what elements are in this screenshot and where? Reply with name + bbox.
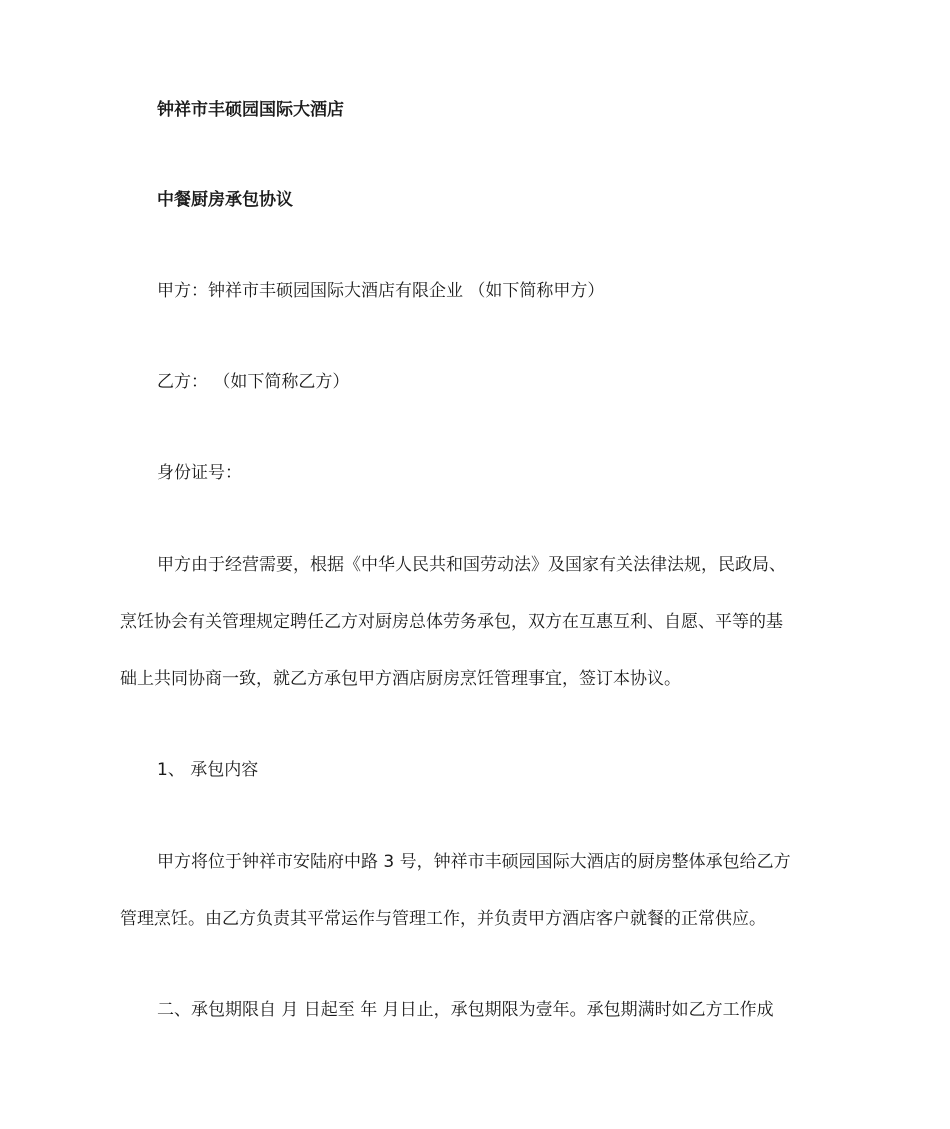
- section-1-paragraph-line: 管理烹饪。由乙方负责其平常运作与管理工作，并负责甲方酒店客户就餐的正常供应。: [120, 909, 766, 929]
- intro-paragraph-line: 烹饪协会有关管理规定聘任乙方对厨房总体劳务承包，双方在互惠互利、自愿、平等的基: [120, 612, 783, 632]
- company-heading: 钟祥市丰硕园国际大酒店: [157, 100, 344, 120]
- id-number-label: 身份证号：: [157, 463, 242, 483]
- section-2-first-line: 二、承包期限自 月 日起至 年 月日止，承包期限为壹年。承包期满时如乙方工作成: [157, 1000, 774, 1020]
- section-1-heading: 1、 承包内容: [157, 760, 259, 780]
- section-1-paragraph-line: 甲方将位于钟祥市安陆府中路 3 号，钟祥市丰硕园国际大酒店的厨房整体承包给乙方: [157, 852, 791, 872]
- party-b-line: 乙方： （如下简称乙方）: [157, 372, 350, 392]
- party-a-line: 甲方：钟祥市丰硕园国际大酒店有限企业 （如下简称甲方）: [157, 281, 605, 301]
- agreement-title: 中餐厨房承包协议: [157, 190, 293, 210]
- intro-paragraph-line: 础上共同协商一致，就乙方承包甲方酒店厨房烹饪管理事宜，签订本协议。: [120, 669, 681, 689]
- intro-paragraph-line: 甲方由于经营需要，根据《中华人民共和国劳动法》及国家有关法律法规，民政局、: [157, 555, 786, 575]
